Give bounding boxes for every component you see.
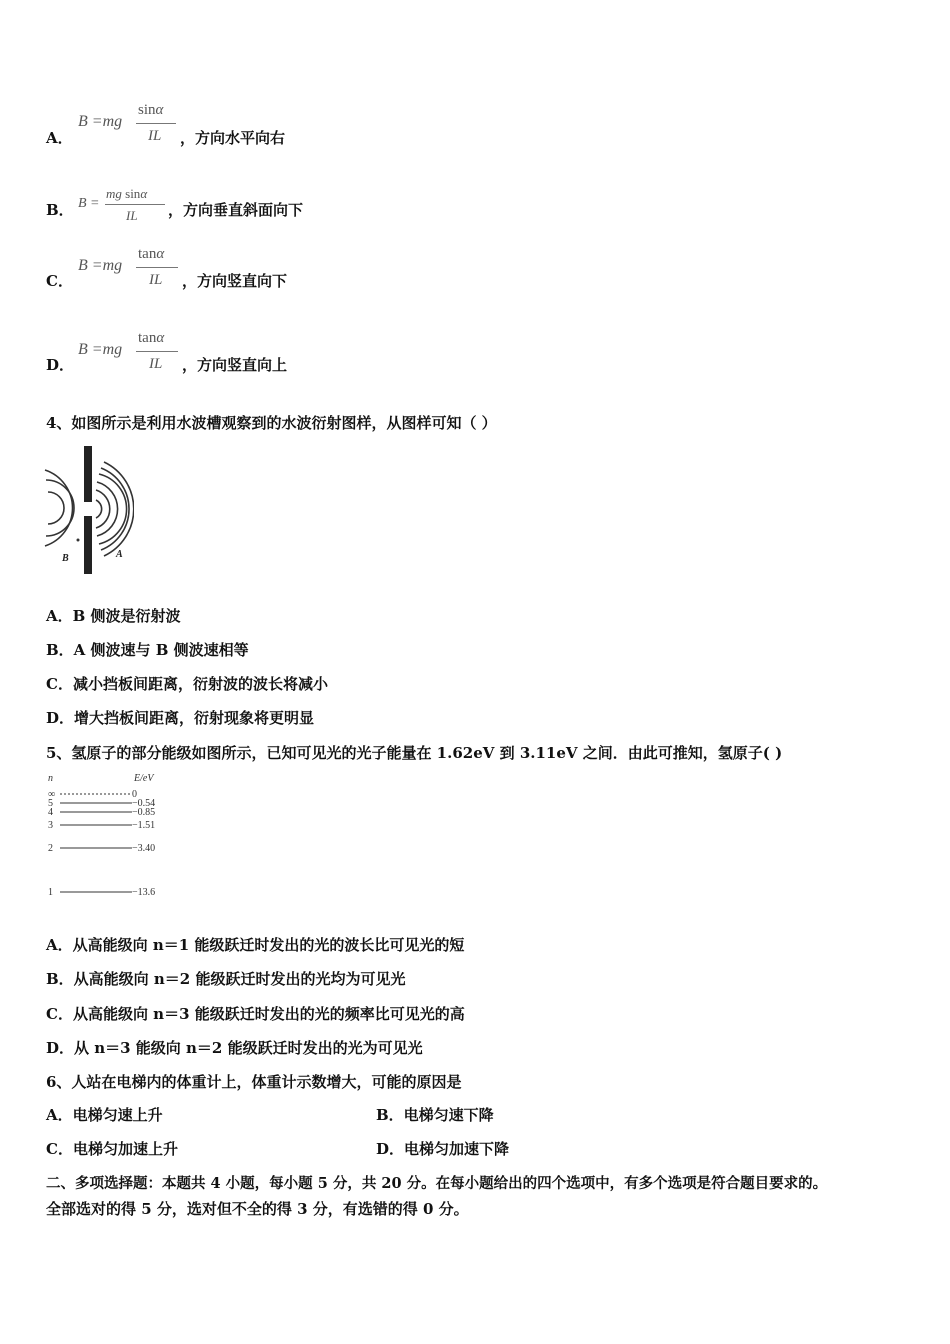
level-energy-label: −13.6 (132, 887, 156, 898)
option-text: ，方向水平向右 (180, 129, 286, 147)
energy-level-svg (44, 770, 184, 904)
q5-option-b: B．从高能级向 n＝2 能级跃迁时发出的光均为可见光 (46, 970, 406, 988)
level-n-label: 2 (48, 843, 53, 854)
e-header: E/eV (134, 773, 154, 784)
option-text: ，方向竖直向上 (182, 356, 288, 374)
level-n-label: 1 (48, 887, 53, 898)
level-n-label: 4 (48, 807, 53, 818)
level-n-label: 3 (48, 820, 53, 831)
energy-level-∞ (48, 789, 137, 800)
left-waves (45, 470, 74, 546)
option-label: A． (46, 129, 73, 147)
water-wave-diffraction-figure (44, 444, 134, 576)
energy-level-diagram (44, 770, 184, 904)
q5-option-d: D．从 n＝3 能级向 n＝2 能级跃迁时发出的光为可见光 (46, 1039, 423, 1057)
section-2-scoring: 全部选对的得 5 分，选对但不全的得 3 分，有选错的得 0 分。 (46, 1200, 469, 1218)
q4-option-d: D．增大挡板间距离，衍射现象将更明显 (46, 709, 315, 727)
question-6-stem: 6、人站在电梯内的体重计上，体重计示数增大，可能的原因是 (46, 1073, 462, 1091)
q6-option-d: D．电梯匀加速下降 (376, 1140, 510, 1158)
energy-level-3 (48, 820, 155, 831)
option-text: ，方向垂直斜面向下 (168, 201, 304, 219)
energy-level-2 (48, 843, 155, 854)
option-label: B． (46, 201, 74, 219)
q5-option-a: A．从高能级向 n＝1 能级跃迁时发出的光的波长比可见光的短 (46, 936, 465, 954)
q6-option-c: C．电梯匀加速上升 (46, 1140, 178, 1158)
energy-level-1 (48, 887, 155, 898)
right-waves (96, 462, 134, 556)
barrier-lower (84, 516, 92, 574)
level-n-label: ∞ (48, 789, 56, 800)
question-5-stem: 5、氢原子的部分能级如图所示，已知可见光的光子能量在 1.62eV 到 3.11eV 之间．由此可推知，氢原子( ) (46, 744, 783, 762)
barrier-upper (84, 446, 92, 502)
wave-figure-svg (44, 444, 134, 576)
option-label: D． (46, 356, 75, 374)
q4-option-b: B．A 侧波速与 B 侧波速相等 (46, 641, 249, 659)
q6-option-b: B．电梯匀速下降 (376, 1106, 494, 1124)
option-text: ，方向竖直向下 (182, 272, 288, 290)
level-energy-label: −0.54 (132, 798, 156, 809)
energy-level-4 (48, 807, 155, 818)
option-label: C． (46, 272, 73, 290)
level-energy-label: −3.40 (132, 843, 156, 854)
level-energy-label: 0 (132, 789, 137, 800)
q6-option-a: A．电梯匀速上升 (46, 1106, 163, 1124)
label-a: A (116, 549, 123, 560)
section-2-heading: 二、多项选择题：本题共 4 小题，每小题 5 分，共 20 分。在每小题给出的四个选项中，有多个选项是符合题目要求的。 (46, 1175, 828, 1192)
level-energy-label: −0.85 (132, 807, 156, 818)
q4-option-a: A．B 侧波是衍射波 (46, 607, 181, 625)
n-header: n (48, 773, 53, 784)
question-4-stem: 4、如图所示是利用水波槽观察到的水波衍射图样，从图样可知（ ） (46, 414, 497, 432)
q5-option-c: C．从高能级向 n＝3 能级跃迁时发出的光的频率比可见光的高 (46, 1005, 465, 1023)
level-energy-label: −1.51 (132, 820, 156, 831)
level-n-label: 5 (48, 798, 53, 809)
q4-option-c: C．减小挡板间距离，衍射波的波长将减小 (46, 675, 328, 693)
label-b: B (62, 553, 69, 564)
